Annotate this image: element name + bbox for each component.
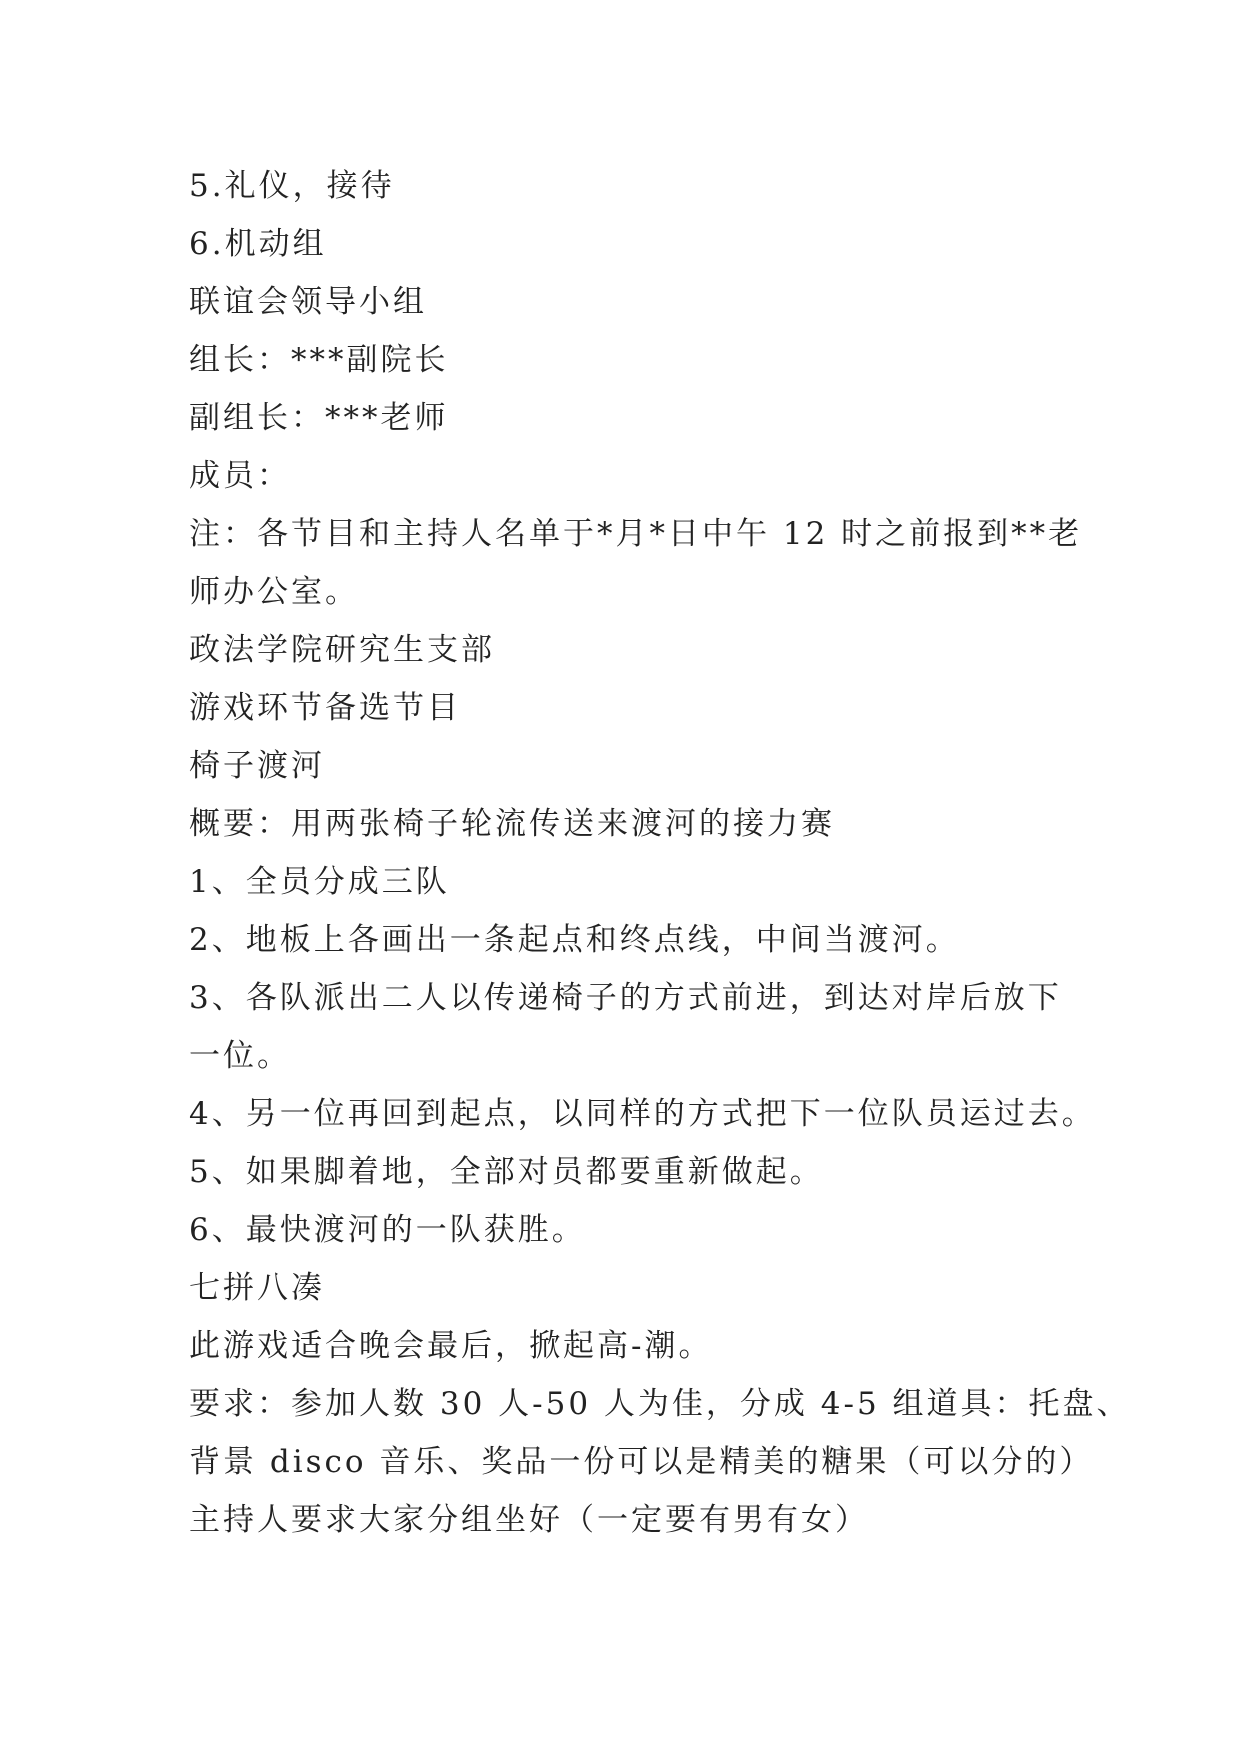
note-line-1: 注：各节目和主持人名单于*月*日中午 12 时之前报到**老 — [189, 516, 1083, 552]
deputy-leader-line: 副组长：***老师 — [189, 400, 449, 436]
game-title-chair-river: 椅子渡河 — [189, 748, 325, 784]
rule-item-2: 2、地板上各画出一条起点和终点线，中间当渡河。 — [189, 922, 960, 958]
list-item-etiquette-reception: 5.礼仪，接待 — [189, 168, 395, 204]
host-instruction-line: 主持人要求大家分组坐好（一定要有男有女） — [189, 1502, 869, 1538]
rule-item-1: 1、全员分成三队 — [189, 864, 450, 900]
requirements-line-2: 背景 disco 音乐、奖品一份可以是精美的糖果（可以分的） — [189, 1444, 1094, 1480]
rule-item-3-part-1: 3、各队派出二人以传递椅子的方式前进，到达对岸后放下 — [189, 980, 1062, 1016]
document-body — [189, 157, 1131, 1549]
rule-item-3-part-2: 一位。 — [189, 1038, 291, 1074]
organization-line: 政法学院研究生支部 — [189, 632, 495, 668]
rule-item-6: 6、最快渡河的一队获胜。 — [189, 1212, 586, 1248]
rule-item-5: 5、如果脚着地，全部对员都要重新做起。 — [189, 1154, 824, 1190]
game-summary-chair-river: 概要：用两张椅子轮流传送来渡河的接力赛 — [189, 806, 835, 842]
requirements-line-1: 要求：参加人数 30 人-50 人为佳，分成 4-5 组道具：托盘、 — [189, 1386, 1131, 1422]
section-heading-game-programs: 游戏环节备选节目 — [189, 690, 461, 726]
rule-item-4: 4、另一位再回到起点，以同样的方式把下一位队员运过去。 — [189, 1096, 1096, 1132]
game-description-piece-together: 此游戏适合晚会最后，掀起高-潮。 — [189, 1328, 713, 1364]
section-heading-leadership-group: 联谊会领导小组 — [189, 284, 427, 320]
members-line: 成员： — [189, 458, 291, 494]
group-leader-line: 组长：***副院长 — [189, 342, 449, 378]
list-item-mobile-team: 6.机动组 — [189, 226, 327, 262]
game-title-piece-together: 七拼八凑 — [189, 1270, 325, 1306]
note-line-2: 师办公室。 — [189, 574, 359, 610]
